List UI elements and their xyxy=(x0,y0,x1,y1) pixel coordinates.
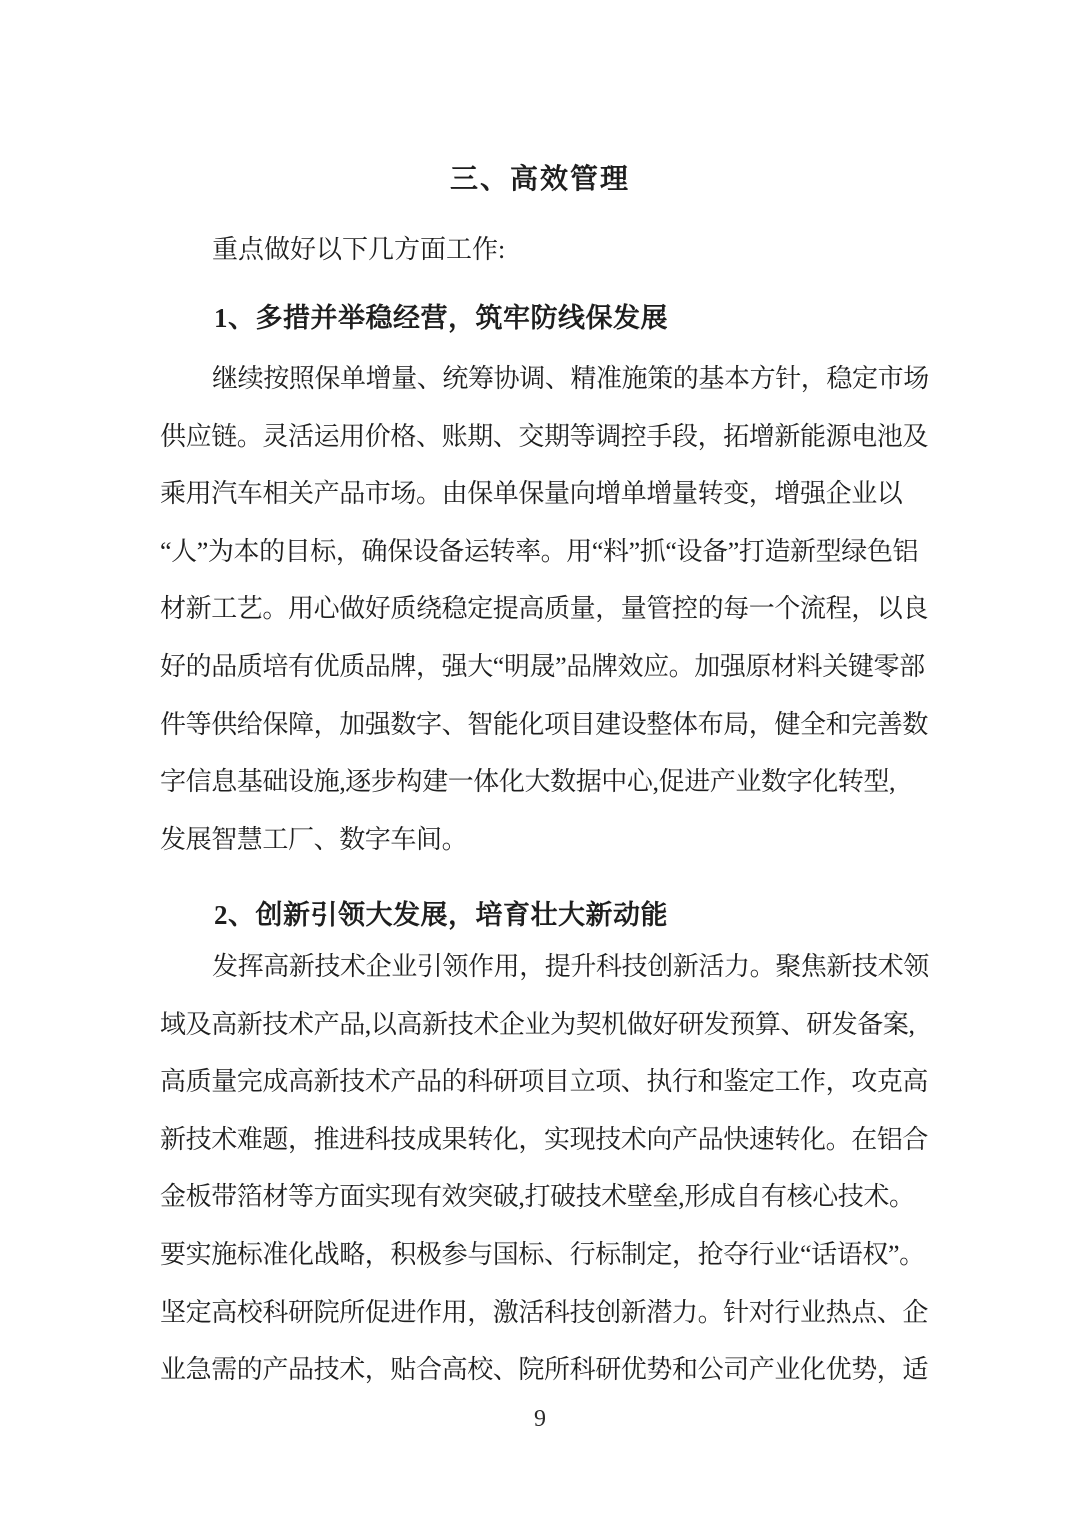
chapter-title: 三、高效管理 xyxy=(449,164,630,195)
paragraph-line: 新技术难题，推进科技成果转化，实现技术向产品快速转化。在铝合 xyxy=(160,1124,929,1154)
paragraph-line: 字信息基础设施,逐步构建一体化大数据中心,促进产业数字化转型, xyxy=(160,767,896,797)
paragraph-line: 发挥高新技术企业引领作用，提升科技创新活力。聚焦新技术领 xyxy=(212,952,929,981)
paragraph-line: 好的品质培有优质品牌，强大“明晟”品牌效应。加强原材料关键零部 xyxy=(160,651,925,681)
paragraph-line: “人”为本的目标，确保设备运转率。用“料”抓“设备”打造新型绿色铝 xyxy=(160,536,919,566)
paragraph-line: 件等供给保障，加强数字、智能化项目建设整体布局，健全和完善数 xyxy=(160,709,929,739)
subsection-2-heading: 2、创新引领大发展，培育壮大新动能 xyxy=(214,900,668,930)
paragraph-line: 发展智慧工厂、数字车间。 xyxy=(160,824,468,854)
subsection-1-paragraph xyxy=(160,350,932,868)
subsection-1-heading: 1、多措并举稳经营，筑牢防线保发展 xyxy=(214,303,668,333)
subsection-2-paragraph xyxy=(160,938,932,1399)
paragraph-line: 乘用汽车相关产品市场。由保单保量向增单增量转变，增强企业以 xyxy=(160,479,903,509)
paragraph-line: 业急需的产品技术，贴合高校、院所科研优势和公司产业化优势，适 xyxy=(160,1355,929,1385)
intro-sentence: 重点做好以下几方面工作: xyxy=(212,235,506,264)
paragraph-line: 继续按照保单增量、统筹协调、精准施策的基本方针，稳定市场 xyxy=(212,364,929,393)
page-number: 9 xyxy=(534,1406,546,1432)
paragraph-line: 要实施标准化战略，积极参与国标、行标制定，抢夺行业“话语权”。 xyxy=(160,1239,925,1269)
paragraph-line: 供应链。灵活运用价格、账期、交期等调控手段，拓增新能源电池及 xyxy=(160,421,929,451)
paragraph-line: 材新工艺。用心做好质绕稳定提高质量，量管控的每一个流程，以良 xyxy=(160,594,929,624)
paragraph-line: 坚定高校科研院所促进作用，激活科技创新潜力。针对行业热点、企 xyxy=(160,1297,929,1327)
paragraph-line: 金板带箔材等方面实现有效突破,打破技术壁垒,形成自有核心技术。 xyxy=(160,1182,915,1212)
paragraph-line: 高质量完成高新技术产品的科研项目立项、执行和鉴定工作，攻克高 xyxy=(160,1067,929,1097)
paragraph-line: 域及高新技术产品,以高新技术企业为契机做好研发预算、研发备案, xyxy=(160,1009,915,1039)
